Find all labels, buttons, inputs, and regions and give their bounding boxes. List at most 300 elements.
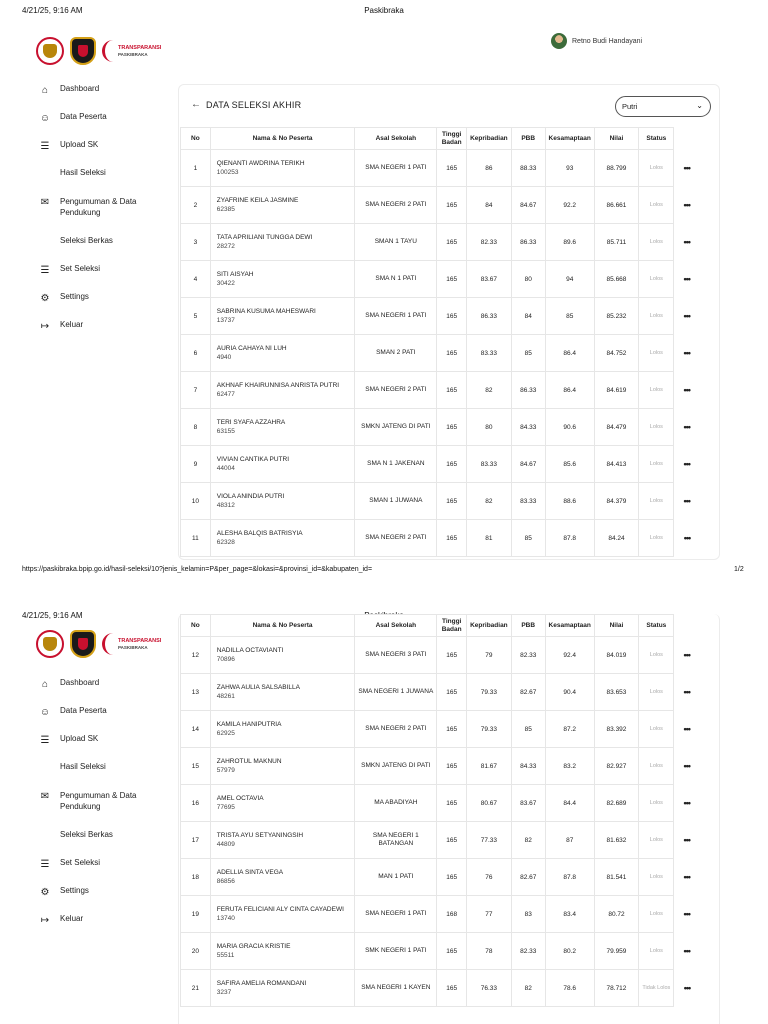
cell-height: 165 <box>437 372 467 409</box>
cell-height: 165 <box>437 520 467 557</box>
gender-filter-select[interactable]: Putri ⌄ <box>615 96 711 117</box>
cell-kesamaptaan: 94 <box>545 261 594 298</box>
cell-no: 18 <box>181 859 211 896</box>
sidebar-item-label: Pengumuman & Data Pendukung <box>60 197 137 217</box>
cell-participant <box>210 446 355 483</box>
cell-no: 14 <box>181 711 211 748</box>
sidebar-item-label: Upload SK <box>60 734 99 743</box>
sidebar-item-pengumuman-data-pendukung[interactable] <box>38 196 168 236</box>
sidebar-item-set-seleksi[interactable] <box>38 858 168 886</box>
column-header: PBB <box>511 128 545 150</box>
cell-nilai: 84.619 <box>594 372 639 409</box>
row-actions-icon[interactable]: ••• <box>683 761 690 771</box>
sidebar-item-label: Settings <box>60 292 89 301</box>
cell-status: Lolos <box>639 896 674 933</box>
participant-name: AKHNAF KHAIRUNNISA ANRISTA PUTRI <box>216 382 340 389</box>
home-icon: ⌂ <box>41 84 49 96</box>
row-actions-icon[interactable]: ••• <box>683 274 690 284</box>
cell-kesamaptaan: 78.6 <box>545 970 594 1007</box>
sidebar-item-label: Keluar <box>60 914 84 923</box>
cell-height: 165 <box>437 637 467 674</box>
sidebar-item-keluar[interactable] <box>38 914 168 942</box>
cell-no: 20 <box>181 933 211 970</box>
cell-pbb: 82 <box>511 822 545 859</box>
print-datetime: 4/21/25, 9:16 AM <box>22 6 83 15</box>
cell-no: 10 <box>181 483 211 520</box>
sidebar-item-hasil-seleksi[interactable] <box>38 762 168 790</box>
cell-kepribadian: 84 <box>467 187 512 224</box>
table-row <box>181 859 700 896</box>
column-header: PBB <box>511 615 545 637</box>
participant-name: ZAHROTUL MAKNUN <box>216 758 282 765</box>
cell-nilai: 84.752 <box>594 335 639 372</box>
table-row <box>181 335 700 372</box>
user-menu[interactable] <box>551 33 642 49</box>
sidebar-item-label: Data Peserta <box>60 706 107 715</box>
participant-name: TATA APRILIANI TUNGGA DEWI <box>216 234 313 241</box>
cell-kepribadian: 81.67 <box>467 748 512 785</box>
cell-nilai: 84.019 <box>594 637 639 674</box>
cell-nilai: 83.392 <box>594 711 639 748</box>
sidebar-item-label: Seleksi Berkas <box>60 830 113 839</box>
cell-pbb: 82 <box>511 970 545 1007</box>
participant-name: FERUTA FELICIANI ALY CINTA CAYADEWI <box>216 906 344 913</box>
results-card <box>178 614 720 1024</box>
shield-logo-icon <box>70 37 96 65</box>
sidebar-item-seleksi-berkas[interactable] <box>38 830 168 858</box>
sidebar-item-label: Keluar <box>60 320 84 329</box>
row-actions-icon[interactable]: ••• <box>683 835 690 845</box>
cell-kepribadian: 77.33 <box>467 822 512 859</box>
row-actions-icon[interactable]: ••• <box>683 237 690 247</box>
participant-name: TERI SYAFA AZZAHRA <box>216 419 286 426</box>
column-header: Nama & No Peserta <box>210 615 355 637</box>
cell-nilai: 84.413 <box>594 446 639 483</box>
cell-participant <box>210 637 355 674</box>
cell-participant <box>210 372 355 409</box>
participant-number: 13740 <box>216 915 235 922</box>
table-header-row <box>181 615 700 637</box>
cell-school: SMA NEGERI 1 BATANGAN <box>355 822 437 859</box>
cell-height: 165 <box>437 933 467 970</box>
cell-status: Tidak Lolos <box>639 970 674 1007</box>
sidebar-item-hasil-seleksi[interactable] <box>38 168 168 196</box>
garuda-logo-icon <box>36 630 64 658</box>
cell-pbb: 84.67 <box>511 187 545 224</box>
back-arrow-icon[interactable]: ← <box>191 99 201 110</box>
results-table <box>180 127 700 557</box>
participant-number: 48261 <box>216 693 235 700</box>
chevron-down-icon: ⌄ <box>696 101 703 110</box>
row-actions-icon[interactable]: ••• <box>683 687 690 697</box>
sidebar-item-label: Hasil Seleksi <box>60 168 106 177</box>
participant-name: ZYAFRINE KEILA JASMINE <box>216 197 299 204</box>
cell-height: 165 <box>437 187 467 224</box>
logo-group[interactable] <box>36 630 161 658</box>
row-actions-icon[interactable]: ••• <box>683 163 690 173</box>
row-actions-icon[interactable]: ••• <box>683 909 690 919</box>
cell-kesamaptaan: 90.6 <box>545 409 594 446</box>
sidebar-item-dashboard[interactable] <box>38 84 168 112</box>
sidebar <box>38 678 168 942</box>
table-row <box>181 970 700 1007</box>
cell-no: 7 <box>181 372 211 409</box>
cell-nilai: 83.653 <box>594 674 639 711</box>
shield-logo-icon <box>70 630 96 658</box>
cell-kepribadian: 80.67 <box>467 785 512 822</box>
participant-number: 3237 <box>216 989 232 996</box>
cell-status: Lolos <box>639 335 674 372</box>
cell-kesamaptaan: 89.6 <box>545 224 594 261</box>
cell-school: SMA NEGERI 1 PATI <box>355 896 437 933</box>
cell-kepribadian: 82 <box>467 372 512 409</box>
sidebar-item-pengumuman-data-pendukung[interactable] <box>38 790 168 830</box>
column-header: Nilai <box>594 128 639 150</box>
row-actions-icon[interactable]: ••• <box>683 650 690 660</box>
cell-status: Lolos <box>639 150 674 187</box>
cell-pbb: 86.33 <box>511 372 545 409</box>
row-actions-icon[interactable]: ••• <box>683 983 691 993</box>
row-actions-icon[interactable]: ••• <box>683 459 690 469</box>
sidebar-item-set-seleksi[interactable] <box>38 264 168 292</box>
sidebar-item-label: Upload SK <box>60 140 99 149</box>
cell-participant <box>210 483 355 520</box>
participant-number: 55511 <box>216 952 235 959</box>
cell-nilai: 88.799 <box>594 150 639 187</box>
cell-pbb: 82.67 <box>511 674 545 711</box>
participant-number: 100253 <box>216 169 239 176</box>
print-page-2 <box>0 596 768 1024</box>
cell-status: Lolos <box>639 822 674 859</box>
cell-status: Lolos <box>639 224 674 261</box>
cell-kesamaptaan: 92.4 <box>545 637 594 674</box>
sidebar-item-upload-sk[interactable] <box>38 734 168 762</box>
cell-nilai: 81.541 <box>594 859 639 896</box>
clipboard-icon: ☰ <box>40 140 50 152</box>
cell-nilai: 86.661 <box>594 187 639 224</box>
cell-pbb: 88.33 <box>511 150 545 187</box>
cell-no: 6 <box>181 335 211 372</box>
sidebar-item-settings[interactable] <box>38 886 168 914</box>
cell-kepribadian: 83.67 <box>467 261 512 298</box>
cell-kesamaptaan: 87.2 <box>545 711 594 748</box>
cell-pbb: 85 <box>511 520 545 557</box>
cell-status: Lolos <box>639 298 674 335</box>
table-row <box>181 483 700 520</box>
sidebar <box>38 84 168 348</box>
column-header: Nama & No Peserta <box>210 128 355 150</box>
table-row <box>181 150 700 187</box>
table-row <box>181 748 700 785</box>
sidebar-item-data-peserta[interactable] <box>38 706 168 734</box>
cell-kepribadian: 78 <box>467 933 512 970</box>
cell-no: 21 <box>181 970 211 1007</box>
cell-kepribadian: 82.33 <box>467 224 512 261</box>
cell-status: Lolos <box>639 933 674 970</box>
cell-participant <box>210 970 355 1007</box>
cell-height: 165 <box>437 748 467 785</box>
cell-participant <box>210 674 355 711</box>
table-row <box>181 933 700 970</box>
cell-school: SMA NEGERI 1 JUWANA <box>355 674 437 711</box>
cell-kesamaptaan: 86.4 <box>545 372 594 409</box>
sidebar-item-label: Dashboard <box>60 678 100 687</box>
clipboard-icon: ☰ <box>40 858 50 870</box>
print-title: Paskibraka <box>364 6 404 15</box>
sidebar-item-keluar[interactable] <box>38 320 168 348</box>
column-header: Tinggi Badan <box>437 128 467 150</box>
sidebar-item-upload-sk[interactable] <box>38 140 168 168</box>
table-row <box>181 409 700 446</box>
swoosh-icon <box>102 633 116 655</box>
garuda-logo-icon <box>36 37 64 65</box>
cell-kesamaptaan: 87.8 <box>545 520 594 557</box>
cell-height: 165 <box>437 298 467 335</box>
participant-number: 63155 <box>216 428 235 435</box>
sidebar-item-label: Dashboard <box>60 84 100 93</box>
transparansi-logo: TRANSPARANSI PASKIBRAKA <box>102 40 161 62</box>
cell-school: SMA N 1 JAKENAN <box>355 446 437 483</box>
transparansi-logo: TRANSPARANSI PASKIBRAKA <box>102 633 161 655</box>
cell-pbb: 85 <box>511 335 545 372</box>
table-row <box>181 520 700 557</box>
participant-number: 77695 <box>216 804 235 811</box>
clipboard-icon: ☰ <box>40 734 50 746</box>
participant-number: 44809 <box>216 841 235 848</box>
cell-pbb: 82.33 <box>511 933 545 970</box>
column-header: Kesamaptaan <box>545 128 594 150</box>
cell-participant <box>210 187 355 224</box>
cell-nilai: 84.379 <box>594 483 639 520</box>
cell-participant <box>210 520 355 557</box>
participant-number: 30422 <box>216 280 235 287</box>
sidebar-item-label: Data Peserta <box>60 112 107 121</box>
cell-height: 165 <box>437 150 467 187</box>
participant-number: 13737 <box>216 317 235 324</box>
sidebar-item-settings[interactable] <box>38 292 168 320</box>
cell-nilai: 78.712 <box>594 970 639 1007</box>
cell-kepribadian: 79 <box>467 637 512 674</box>
cell-kesamaptaan: 85 <box>545 298 594 335</box>
sidebar-item-label: Set Seleksi <box>60 264 101 273</box>
cell-status: Lolos <box>639 409 674 446</box>
cell-no: 5 <box>181 298 211 335</box>
cell-kesamaptaan: 84.4 <box>545 785 594 822</box>
card-header <box>179 85 719 127</box>
cell-no: 2 <box>181 187 211 224</box>
cell-height: 165 <box>437 224 467 261</box>
row-actions-icon[interactable]: ••• <box>683 422 690 432</box>
cell-kesamaptaan: 92.2 <box>545 187 594 224</box>
table-row <box>181 785 700 822</box>
participant-name: AURIA CAHAYA NI LUH <box>216 345 287 352</box>
row-actions-icon[interactable]: ••• <box>683 496 690 506</box>
cell-height: 165 <box>437 711 467 748</box>
megaphone-icon: ✉ <box>40 196 50 208</box>
cell-height: 165 <box>437 785 467 822</box>
home-icon: ⌂ <box>41 678 49 690</box>
cell-pbb: 84 <box>511 298 545 335</box>
participant-number: 48312 <box>216 502 235 509</box>
participant-number: 57979 <box>216 767 235 774</box>
cell-status: Lolos <box>639 637 674 674</box>
cell-pbb: 86.33 <box>511 224 545 261</box>
participant-number: 70896 <box>216 656 235 663</box>
cell-status: Lolos <box>639 446 674 483</box>
clipboard-icon: ☰ <box>40 264 50 276</box>
sidebar-item-label: Seleksi Berkas <box>60 236 113 245</box>
users-icon: ☺ <box>39 112 51 124</box>
table-row <box>181 224 700 261</box>
cell-school: SMA NEGERI 2 PATI <box>355 520 437 557</box>
row-actions-icon[interactable]: ••• <box>683 946 690 956</box>
results-table <box>180 614 700 1007</box>
cell-school: SMA N 1 PATI <box>355 261 437 298</box>
row-actions-icon[interactable]: ••• <box>683 311 690 321</box>
table-row <box>181 261 700 298</box>
cell-participant <box>210 261 355 298</box>
cell-kepribadian: 76.33 <box>467 970 512 1007</box>
cell-participant <box>210 933 355 970</box>
participant-number: 44004 <box>216 465 235 472</box>
cell-pbb: 83.33 <box>511 483 545 520</box>
avatar <box>551 33 567 49</box>
participant-number: 4940 <box>216 354 232 361</box>
row-actions-icon[interactable]: ••• <box>683 798 690 808</box>
column-header: Kepribadian <box>467 615 512 637</box>
participant-number: 62925 <box>216 730 235 737</box>
cell-pbb: 82.67 <box>511 859 545 896</box>
table-row <box>181 822 700 859</box>
column-header: No <box>181 615 211 637</box>
cell-height: 165 <box>437 409 467 446</box>
cell-no: 16 <box>181 785 211 822</box>
cell-school: SMKN JATENG DI PATI <box>355 748 437 785</box>
sidebar-item-label: Hasil Seleksi <box>60 762 106 771</box>
cell-nilai: 85.232 <box>594 298 639 335</box>
sidebar-item-dashboard[interactable] <box>38 678 168 706</box>
print-page-number: 1/2 <box>734 566 744 573</box>
cell-pbb: 84.67 <box>511 446 545 483</box>
cell-participant <box>210 785 355 822</box>
cell-participant <box>210 896 355 933</box>
column-header: Kepribadian <box>467 128 512 150</box>
cell-nilai: 85.668 <box>594 261 639 298</box>
cell-pbb: 83 <box>511 896 545 933</box>
participant-number: 62328 <box>216 539 235 546</box>
participant-number: 62385 <box>216 206 235 213</box>
cell-kesamaptaan: 88.6 <box>545 483 594 520</box>
cell-pbb: 84.33 <box>511 748 545 785</box>
participant-number: 86856 <box>216 878 235 885</box>
user-name: Retno Budi Handayani <box>572 37 643 45</box>
column-header: Kesamaptaan <box>545 615 594 637</box>
participant-name: ALESHA BALQIS BATRISYIA <box>216 530 303 537</box>
cell-no: 13 <box>181 674 211 711</box>
logout-icon: ↦ <box>40 320 50 332</box>
cell-no: 19 <box>181 896 211 933</box>
sidebar-item-label: Set Seleksi <box>60 858 101 867</box>
cell-no: 11 <box>181 520 211 557</box>
column-header: Nilai <box>594 615 639 637</box>
cell-kesamaptaan: 87 <box>545 822 594 859</box>
cell-height: 165 <box>437 335 467 372</box>
participant-number: 62477 <box>216 391 235 398</box>
cell-participant <box>210 409 355 446</box>
sidebar-item-data-peserta[interactable] <box>38 112 168 140</box>
column-header: Tinggi Badan <box>437 615 467 637</box>
participant-name: ZAHWA AULIA SALSABILLA <box>216 684 300 691</box>
cell-school: SMA NEGERI 1 PATI <box>355 150 437 187</box>
row-actions-icon[interactable]: ••• <box>683 872 690 882</box>
cell-status: Lolos <box>639 372 674 409</box>
participant-name: AMEL OCTAVIA <box>216 795 264 802</box>
row-actions-icon[interactable]: ••• <box>683 200 690 210</box>
row-actions-icon[interactable]: ••• <box>683 533 691 543</box>
cell-school: SMA NEGERI 2 PATI <box>355 187 437 224</box>
cell-participant <box>210 748 355 785</box>
cell-school: SMA NEGERI 2 PATI <box>355 711 437 748</box>
cell-kepribadian: 77 <box>467 896 512 933</box>
table-row <box>181 711 700 748</box>
row-actions-icon[interactable]: ••• <box>683 724 690 734</box>
sidebar-item-seleksi-berkas[interactable] <box>38 236 168 264</box>
print-datetime: 4/21/25, 9:16 AM <box>22 611 83 620</box>
cell-status: Lolos <box>639 859 674 896</box>
table-row <box>181 372 700 409</box>
sidebar-item-label: Pengumuman & Data Pendukung <box>60 791 137 811</box>
cell-kesamaptaan: 90.4 <box>545 674 594 711</box>
cell-pbb: 83.67 <box>511 785 545 822</box>
cell-height: 168 <box>437 896 467 933</box>
page-title: DATA SELEKSI AKHIR <box>206 100 302 110</box>
cell-kepribadian: 83.33 <box>467 446 512 483</box>
column-header: Asal Sekolah <box>355 615 437 637</box>
cell-kesamaptaan: 93 <box>545 150 594 187</box>
participant-name: QIENANTI AWDRINA TERIKH <box>216 160 305 167</box>
row-actions-icon[interactable]: ••• <box>683 348 690 358</box>
column-header: Status <box>639 615 674 637</box>
cell-no: 17 <box>181 822 211 859</box>
cell-participant <box>210 150 355 187</box>
participant-name: ADELLIA SINTA VEGA <box>216 869 284 876</box>
cell-participant <box>210 335 355 372</box>
cell-status: Lolos <box>639 483 674 520</box>
cell-no: 1 <box>181 150 211 187</box>
cell-height: 165 <box>437 674 467 711</box>
table-header-row <box>181 128 700 150</box>
cell-school: MA ABADIYAH <box>355 785 437 822</box>
logo-group[interactable] <box>36 37 161 65</box>
participant-name: VIVIAN CANTIKA PUTRI <box>216 456 290 463</box>
cell-status: Lolos <box>639 187 674 224</box>
cell-kepribadian: 83.33 <box>467 335 512 372</box>
swoosh-icon <box>102 40 116 62</box>
row-actions-icon[interactable]: ••• <box>683 385 690 395</box>
table-row <box>181 446 700 483</box>
cell-nilai: 82.689 <box>594 785 639 822</box>
column-header: Status <box>639 128 674 150</box>
participant-name: VIOLA ANINDIA PUTRI <box>216 493 285 500</box>
table-row <box>181 187 700 224</box>
cell-kesamaptaan: 83.4 <box>545 896 594 933</box>
cell-nilai: 82.927 <box>594 748 639 785</box>
cell-pbb: 84.33 <box>511 409 545 446</box>
cell-no: 8 <box>181 409 211 446</box>
table-row <box>181 896 700 933</box>
cell-kepribadian: 80 <box>467 409 512 446</box>
cell-kesamaptaan: 83.2 <box>545 748 594 785</box>
